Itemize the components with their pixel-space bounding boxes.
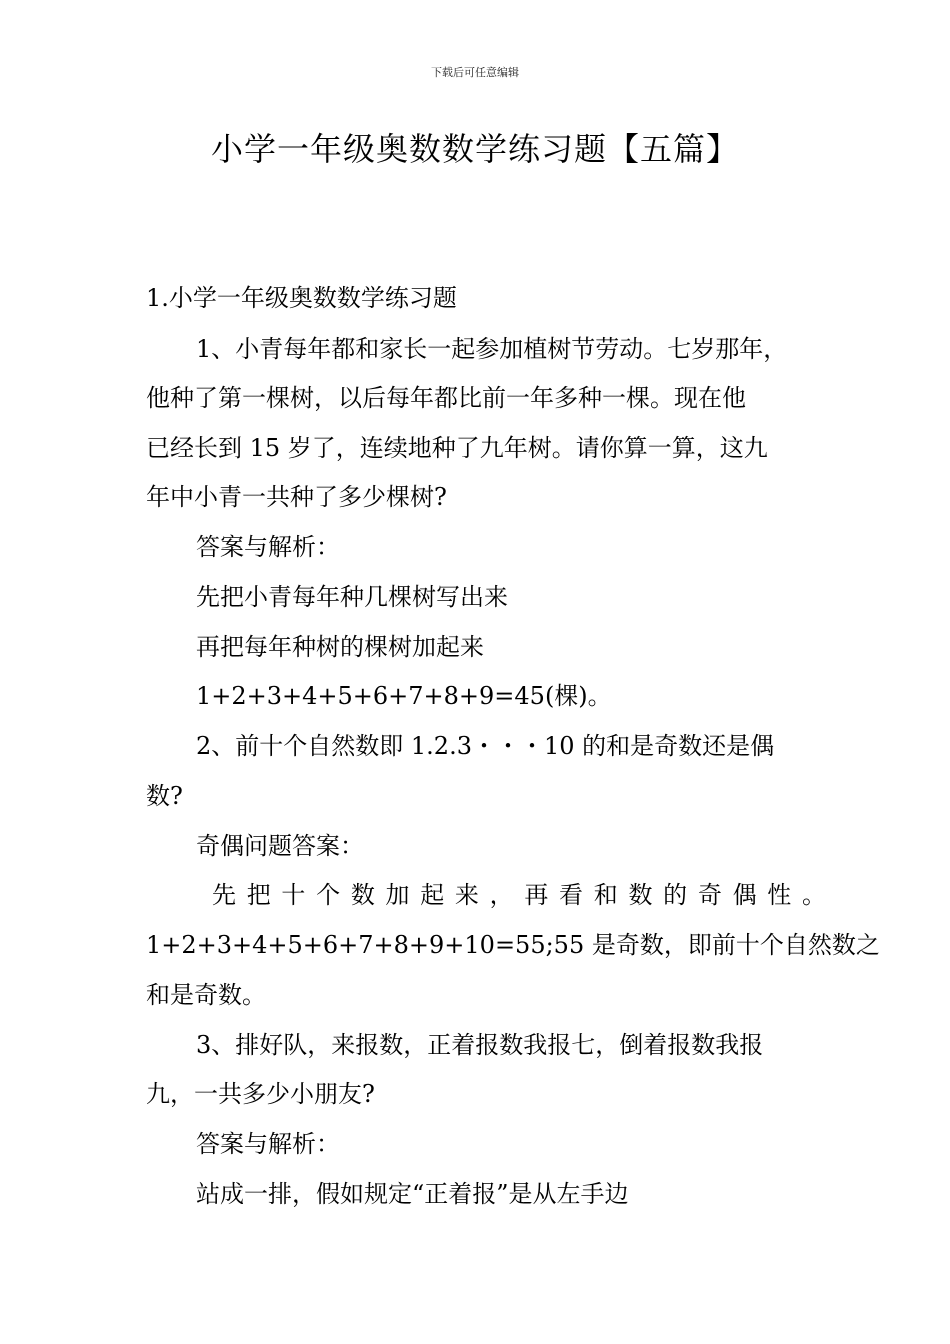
document-title: 小学一年级奥数数学练习题【五篇】 <box>210 130 739 168</box>
paragraph-line: 1、小青每年都和家长一起参加植树节劳动。七岁那年， <box>196 335 788 363</box>
paragraph-line: 站成一排，假如规定“正着报”是从左手边 <box>196 1180 629 1208</box>
paragraph-line: 年中小青一共种了多少棵树? <box>146 483 447 511</box>
section-heading: 1.小学一年级奥数数学练习题 <box>146 284 457 312</box>
paragraph-line: 先把小青每年种几棵树写出来 <box>196 583 508 611</box>
equation-line: 1+2+3+4+5+6+7+8+9=45(棵)。 <box>196 682 612 710</box>
paragraph-line: 和是奇数。 <box>146 981 266 1009</box>
header-note: 下载后可任意编辑 <box>431 66 519 79</box>
paragraph-line: 3、排好队，来报数，正着报数我报七，倒着报数我报 <box>196 1031 764 1059</box>
paragraph-line: 数? <box>146 782 183 810</box>
answer-heading: 答案与解析： <box>196 1130 340 1158</box>
paragraph-line: 再把每年种树的棵树加起来 <box>196 633 484 661</box>
equation-line: 1+2+3+4+5+6+7+8+9+10=55;55 是奇数，即前十个自然数之 <box>146 931 880 959</box>
answer-heading: 奇偶问题答案： <box>196 832 364 860</box>
paragraph-line: 先 把 十 个 数 加 起 来 ， 再 看 和 数 的 奇 偶 性 。 <box>212 881 826 909</box>
answer-heading: 答案与解析： <box>196 533 340 561</box>
paragraph-line: 九，一共多少小朋友? <box>146 1080 375 1108</box>
paragraph-line: 2、前十个自然数即 1.2.3・・・10 的和是奇数还是偶 <box>196 732 775 760</box>
paragraph-line: 他种了第一棵树，以后每年都比前一年多种一棵。现在他 <box>146 384 746 412</box>
paragraph-line: 已经长到 15 岁了，连续地种了九年树。请你算一算，这九 <box>146 434 768 462</box>
